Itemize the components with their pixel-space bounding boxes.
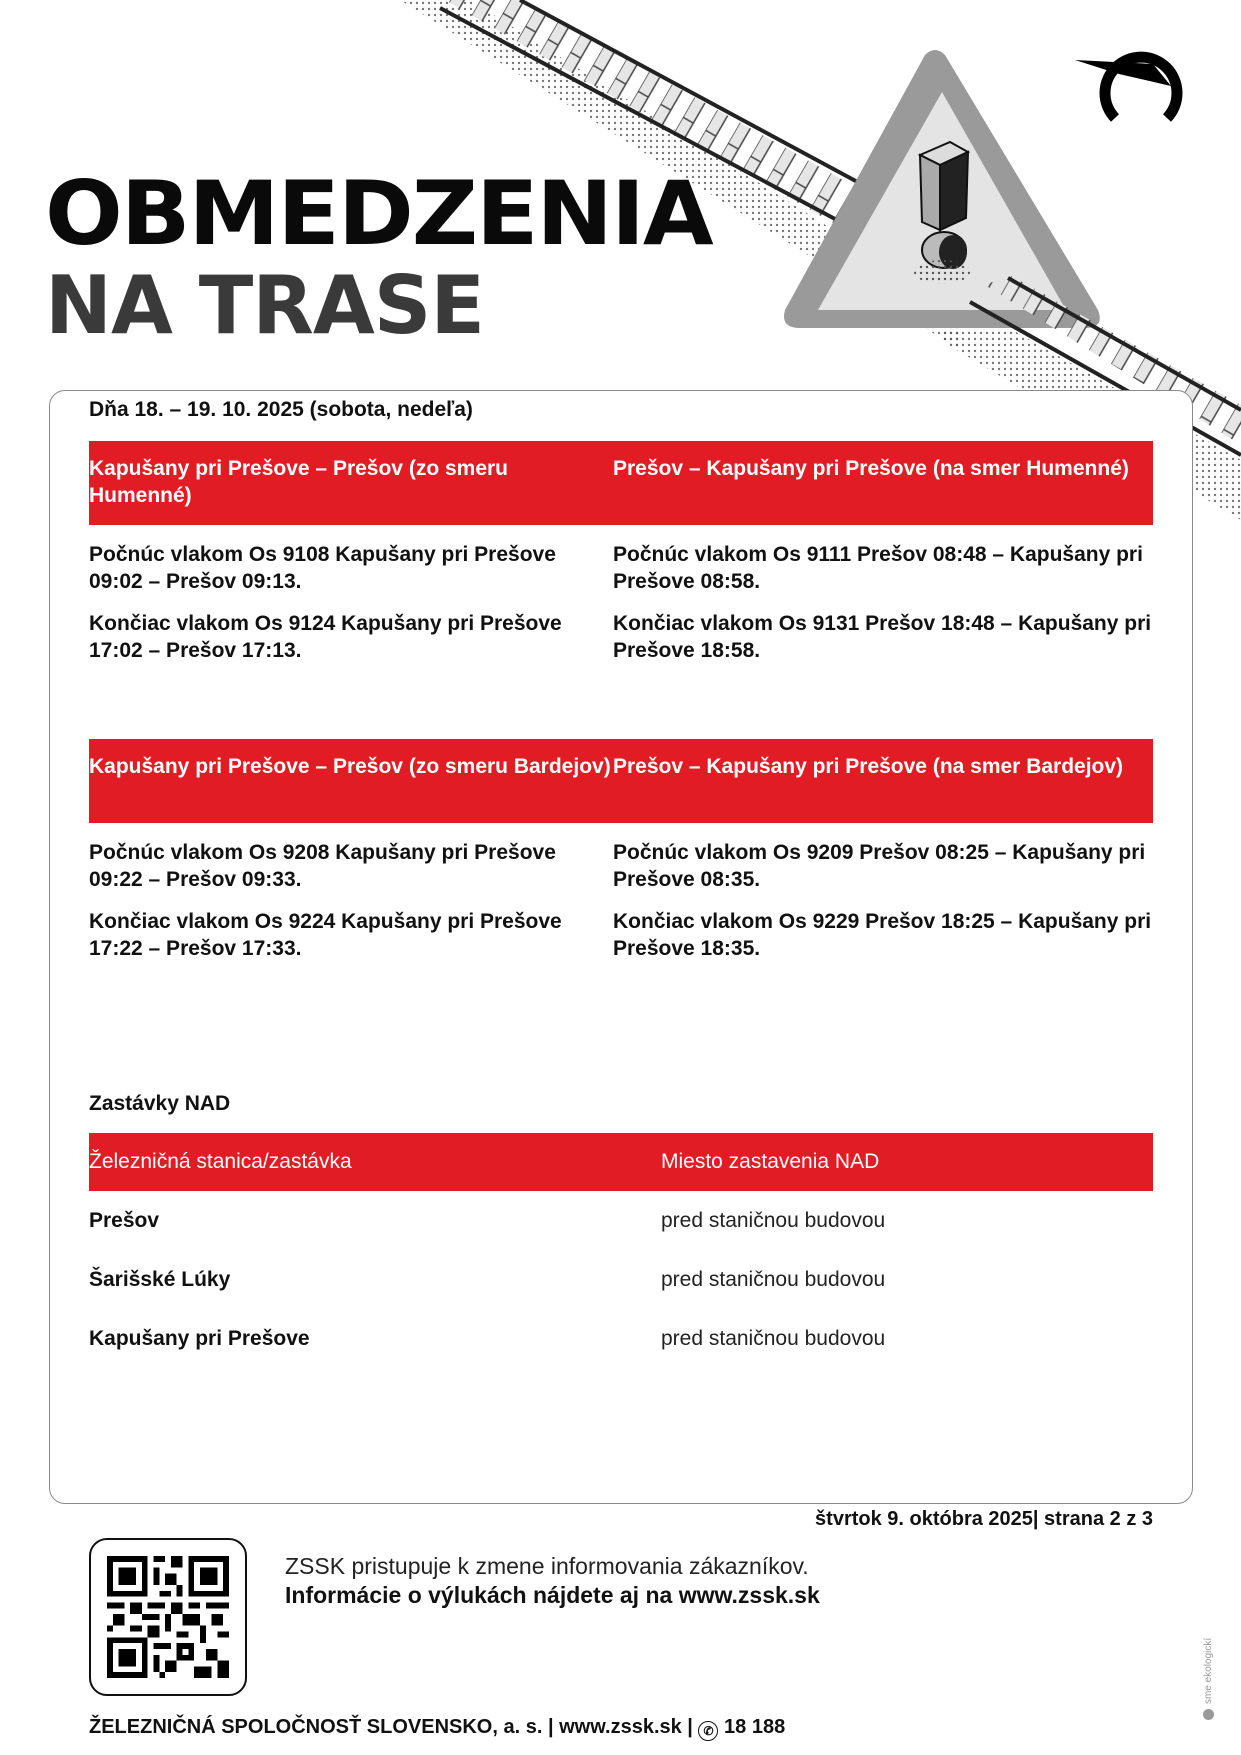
route-block-bardejov — [89, 739, 1153, 977]
info-line-1: ZSSK pristupuje k zmene informovania zákazníkov. — [285, 1553, 809, 1579]
table-row — [89, 1191, 1153, 1250]
title-line-1: OBMEDZENIA — [45, 162, 712, 265]
route-header-left: Kapušany pri Prešove – Prešov (zo smeru Bardejov) — [89, 755, 611, 778]
route-first-train: Počnúc vlakom Os 9111 Prešov 08:48 – Kapušany pri Prešove 08:58. — [613, 543, 1143, 593]
eco-label — [1203, 1638, 1214, 1720]
route-right-column — [613, 541, 1153, 679]
table-row — [89, 1250, 1153, 1309]
recycle-icon — [1203, 1709, 1214, 1720]
route-header-right: Prešov – Kapušany pri Prešove (na smer Bardejov) — [613, 755, 1124, 778]
footer-phone: 18 188 — [718, 1716, 786, 1738]
stop-location: pred staničnou budovou — [661, 1208, 886, 1232]
page-title — [45, 162, 712, 354]
page-date-and-number: štvrtok 9. októbra 2025| strana 2 z 3 — [815, 1508, 1153, 1530]
route-header-left: Kapušany pri Prešove – Prešov (zo smeru Humenné) — [89, 457, 509, 507]
route-last-train: Končiac vlakom Os 9124 Kapušany pri Prešove 17:02 – Prešov 17:13. — [89, 612, 562, 662]
eco-label-text: sme ekologickí — [1203, 1637, 1214, 1704]
stop-location: pred staničnou budovou — [661, 1267, 886, 1291]
route-right-column — [613, 839, 1153, 977]
route-first-train: Počnúc vlakom Os 9108 Kapušany pri Prešove 09:02 – Prešov 09:13. — [89, 543, 556, 593]
qr-code[interactable] — [89, 1538, 247, 1696]
qr-code-icon — [107, 1556, 229, 1678]
route-last-train: Končiac vlakom Os 9229 Prešov 18:25 – Kapušany pri Prešove 18:35. — [613, 910, 1152, 960]
route-last-train: Končiac vlakom Os 9131 Prešov 18:48 – Kapušany pri Prešove 18:58. — [613, 612, 1152, 662]
station-name: Kapušany pri Prešove — [89, 1326, 310, 1350]
stops-table — [89, 1133, 1153, 1368]
column-header-station: Železničná stanica/zastávka — [89, 1150, 352, 1173]
stops-table-header — [89, 1133, 1153, 1191]
column-header-stop-location: Miesto zastavenia NAD — [661, 1150, 880, 1173]
route-first-train: Počnúc vlakom Os 9208 Kapušany pri Prešove 09:22 – Prešov 09:33. — [89, 841, 556, 891]
route-first-train: Počnúc vlakom Os 9209 Prešov 08:25 – Kapušany pri Prešove 08:35. — [613, 841, 1146, 891]
date-line: Dňa 18. – 19. 10. 2025 (sobota, nedeľa) — [89, 398, 473, 421]
route-header — [89, 739, 1153, 823]
route-header — [89, 441, 1153, 525]
route-left-column — [89, 541, 613, 679]
route-header-right: Prešov – Kapušany pri Prešove (na smer Humenné) — [613, 457, 1129, 480]
phone-icon: ✆ — [698, 1721, 718, 1741]
title-line-2: NA TRASE — [45, 259, 485, 352]
station-name: Prešov — [89, 1208, 160, 1232]
route-last-train: Končiac vlakom Os 9224 Kapušany pri Prešove 17:22 – Prešov 17:33. — [89, 910, 562, 960]
footer-company: ŽELEZNIČNÁ SPOLOČNOSŤ SLOVENSKO, a. s. | www.zssk.sk | — [89, 1716, 699, 1738]
info-line-2: Informácie o výlukách nájdete aj na www.zssk.sk — [285, 1582, 820, 1608]
route-block-humenne — [89, 441, 1153, 679]
table-row — [89, 1309, 1153, 1368]
footer — [89, 1716, 785, 1741]
route-rows — [89, 839, 1153, 977]
stops-title: Zastávky NAD — [89, 1092, 231, 1115]
station-name: Šarišské Lúky — [89, 1267, 231, 1291]
stop-location: pred staničnou budovou — [661, 1326, 886, 1350]
route-rows — [89, 541, 1153, 679]
zssk-logo-icon — [1075, 40, 1195, 125]
route-left-column — [89, 839, 613, 977]
